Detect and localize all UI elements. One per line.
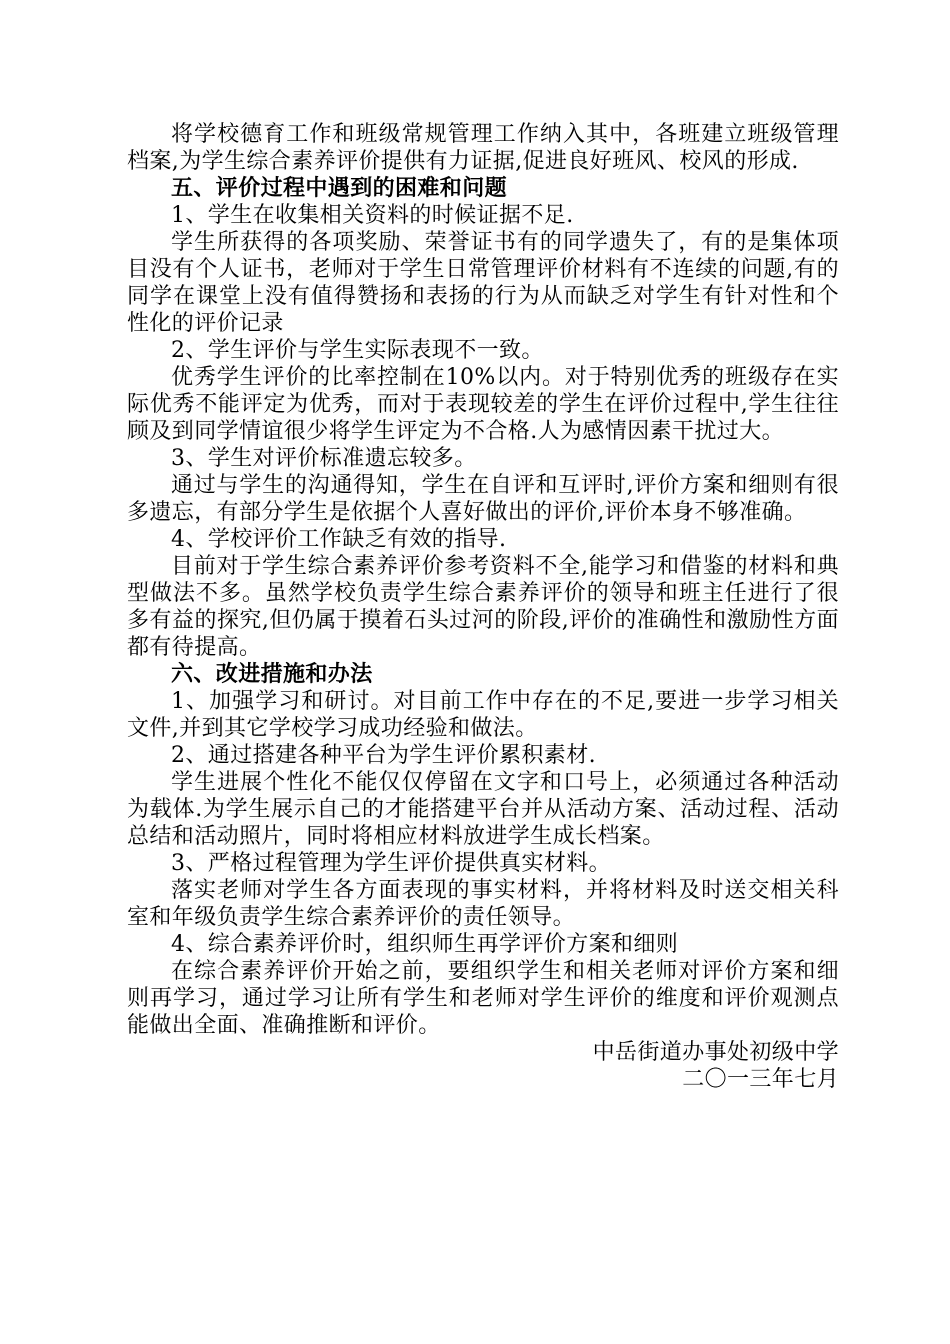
document-body [127,121,839,1039]
document-page [127,121,839,1093]
paragraph: 4、综合素养评价时，组织师生再学评价方案和细则 [171,932,679,957]
paragraph: 1、加强学习和研讨。对目前工作中存在的不足,要进一步学习相关文件,并到其它学校学习成功经验和做法。 [127,689,839,741]
paragraph: 2、通过搭建各种平台为学生评价累积素材. [171,743,596,768]
paragraph: 3、严格过程管理为学生评价提供真实材料。 [171,851,611,876]
paragraph: 将学校德育工作和班级常规管理工作纳入其中，各班建立班级管理档案,为学生综合素养评价提供有力证据,促进良好班风、校风的形成. [127,122,839,174]
signature-organization: 中岳街道办事处初级中学 [592,1040,839,1065]
paragraph: 学生进展个性化不能仅仅停留在文字和口号上，必须通过各种活动为载体.为学生展示自己的才能搭建平台并从活动方案、活动过程、活动总结和活动照片，同时将相应材料放进学生成长档案。 [127,770,839,849]
section-heading: 五、评价过程中遇到的困难和问题 [171,175,508,201]
section-heading: 六、改进措施和办法 [171,661,373,687]
paragraph: 通过与学生的沟通得知，学生在自评和互评时,评价方案和细则有很多遗忘，有部分学生是依据个人喜好做出的评价,评价本身不够准确。 [127,473,839,525]
paragraph: 落实老师对学生各方面表现的事实材料，并将材料及时送交相关科室和年级负责学生综合素养评价的责任领导。 [127,878,839,930]
paragraph: 目前对于学生综合素养评价参考资料不全,能学习和借鉴的材料和典型做法不多。虽然学校负责学生综合素养评价的领导和班主任进行了很多有益的探究,但仍属于摸着石头过河的阶段,评价的准确性和激励性方面都有待提高。 [127,554,839,660]
paragraph: 4、学校评价工作缺乏有效的指导. [171,527,507,552]
paragraph: 1、学生在收集相关资料的时候证据不足. [171,203,574,228]
paragraph: 2、学生评价与学生实际表现不一致。 [171,338,544,363]
paragraph: 3、学生对评价标准遗忘较多。 [171,446,477,471]
paragraph: 优秀学生评价的比率控制在10%以内。对于特别优秀的班级存在实际优秀不能评定为优秀，而对于表现较差的学生在评价过程中,学生往往顾及到同学情谊很少将学生评定为不合格.人为感情因素干扰过大。 [127,365,839,444]
paragraph: 学生所获得的各项奖励、荣誉证书有的同学遗失了，有的是集体项目没有个人证书，老师对于学生日常管理评价材料有不连续的问题,有的同学在课堂上没有值得赞扬和表扬的行为从而缺乏对学生有针对性和个性化的评价记录 [127,230,839,336]
signature-date: 二〇一三年七月 [682,1067,839,1092]
paragraph: 在综合素养评价开始之前，要组织学生和相关老师对评价方案和细则再学习，通过学习让所有学生和老师对学生评价的维度和评价观测点能做出全面、准确推断和评价。 [127,959,839,1038]
